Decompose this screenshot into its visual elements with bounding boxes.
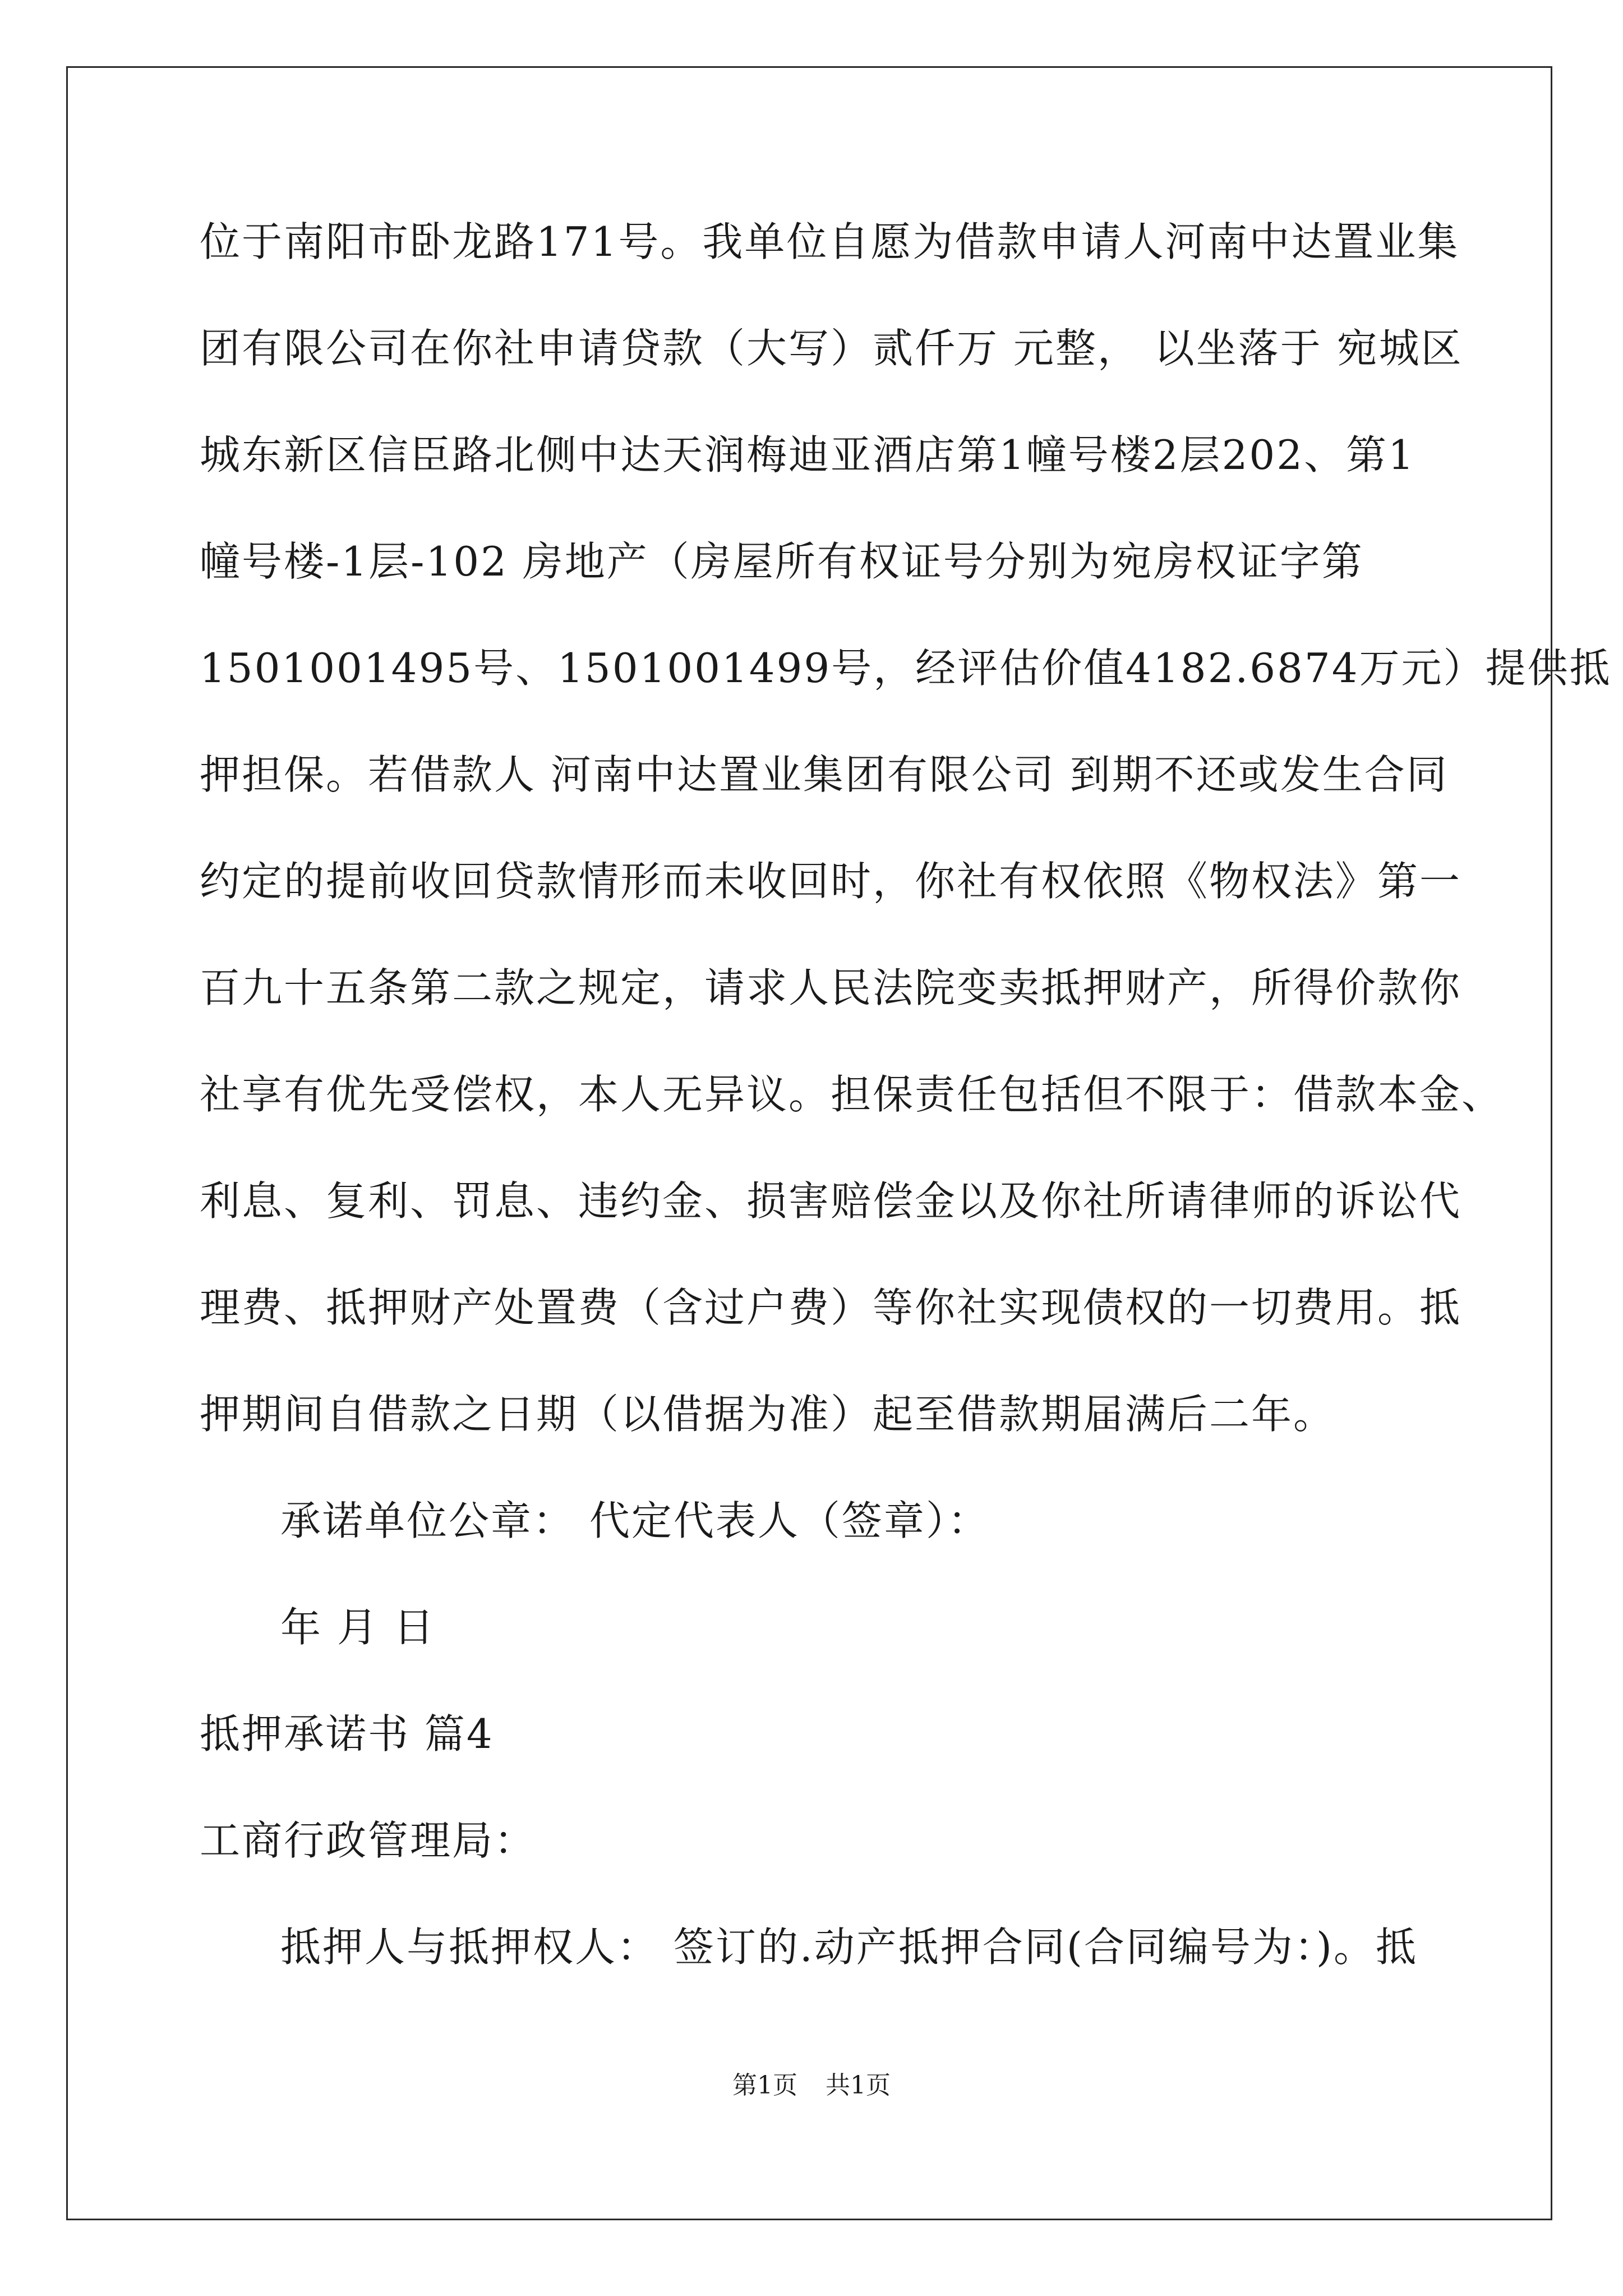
body-line-4: 幢号楼-1层-102 房地产（房屋所有权证号分别为宛房权证字第 bbox=[200, 538, 1364, 585]
section-title: 抵押承诺书 篇4 bbox=[200, 1710, 494, 1757]
page-footer bbox=[0, 2069, 1623, 2102]
page-total: 共1页 bbox=[826, 2071, 891, 2100]
body-line-5: 1501001495号、1501001499号，经评估价值4182.6874万元）提供抵 bbox=[200, 645, 1612, 692]
body-line-6: 押担保。若借款人 河南中达置业集团有限公司 到期不还或发生合同 bbox=[200, 751, 1449, 798]
body-line-12: 押期间自借款之日期（以借据为准）起至借款期届满后二年。 bbox=[200, 1391, 1336, 1438]
seal-signature-line: 承诺单位公章： 代定代表人（签章）： bbox=[280, 1497, 990, 1544]
body-line-7: 约定的提前收回贷款情形而未收回时，你社有权依照《物权法》第一 bbox=[200, 858, 1462, 905]
body-line-10: 利息、复利、罚息、违约金、损害赔偿金以及你社所请律师的诉讼代 bbox=[200, 1177, 1462, 1225]
page-current: 第1页 bbox=[732, 2071, 797, 2100]
body-line-1: 位于南阳市卧龙路171号。我单位自愿为借款申请人河南中达置业集 bbox=[200, 218, 1460, 265]
addressee: 工商行政管理局： bbox=[200, 1817, 537, 1864]
page-border bbox=[66, 66, 1552, 2220]
date-line: 年 月 日 bbox=[280, 1604, 436, 1651]
body-line-9: 社享有优先受偿权，本人无异议。担保责任包括但不限于：借款本金、 bbox=[200, 1071, 1504, 1118]
body-line-8: 百九十五条第二款之规定，请求人民法院变卖抵押财产，所得价款你 bbox=[200, 964, 1462, 1011]
body-line-2: 团有限公司在你社申请贷款（大写）贰仟万 元整， 以坐落于 宛城区 bbox=[200, 325, 1463, 372]
last-paragraph-line: 抵押人与抵押权人： 签订的.动产抵押合同(合同编号为：)。抵 bbox=[280, 1924, 1418, 1971]
body-line-3: 城东新区信臣路北侧中达天润梅迪亚酒店第1幢号楼2层202、第1 bbox=[200, 431, 1415, 478]
body-line-11: 理费、抵押财产处置费（含过户费）等你社实现债权的一切费用。抵 bbox=[200, 1284, 1462, 1331]
